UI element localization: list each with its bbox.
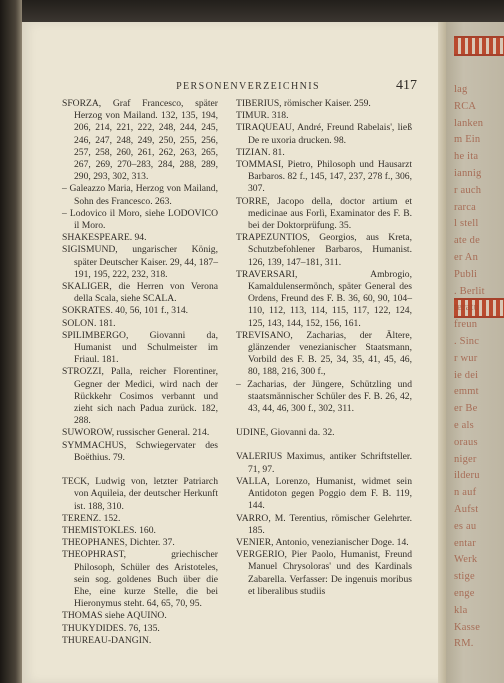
cover-text-fragment: emmt [454, 386, 479, 398]
cover-text-fragment: ie dei [454, 369, 479, 381]
index-entry: VENIER, Antonio, venezianischer Doge. 14. [236, 536, 409, 548]
cover-text-fragment: stige [454, 571, 475, 583]
index-entry: TIZIAN. 81. [236, 146, 285, 158]
cover-text-fragment: teratu [454, 302, 480, 314]
page-edge [438, 22, 446, 683]
cover-text-fragment: ilderu [454, 470, 480, 482]
index-column-left [62, 98, 218, 647]
page-number: 417 [396, 78, 417, 93]
index-entry: TERENZ. 152. [62, 512, 121, 524]
index-entry: TORRE, Jacopo della, doctor artium et medicinae aus Forlì, Examinator des F. B. bei der Doktorprüfung. 35. [236, 195, 412, 232]
index-column-right [236, 98, 412, 598]
cover-text-fragment: r wur [454, 352, 478, 364]
index-entry: TECK, Ludwig von, letzter Patriarch von Aquileia, der deutscher Herkunft ist. 188, 310. [62, 476, 218, 512]
index-entry: TIMUR. 318. [236, 110, 289, 122]
cover-text-fragment: enge [454, 588, 475, 599]
index-entry: THEOPHANES, Dichter. 37. [62, 537, 175, 549]
index-entry: – Lodovico il Moro, siehe LODOVICO il Moro. [62, 207, 218, 232]
cover-text-fragment: Publi [454, 268, 478, 280]
section-gap [236, 439, 412, 451]
cover-text-fragment: ate de [454, 235, 480, 247]
index-entry: SUWOROW, russischer General. 214. [62, 427, 210, 439]
index-entry: THEMISTOKLES. 160. [62, 524, 156, 536]
index-entry: THUKYDIDES. 76, 135. [62, 622, 160, 634]
index-entry: TREVISANO, Zacharias, der Ältere, glänzender venezianischer Staatsmann, Vorbild des F. B. 25, 34, 35, 41, 45, 46, 80, 188, 216, 300 f., [236, 329, 412, 378]
index-entry: – Zacharias, der Jüngere, Schützling und staatsmännischer Schüler des F. B. 26, 42, 43, 44, 46, 300 f., 302, 311. [236, 378, 412, 415]
index-entry: VALLA, Lorenzo, Humanist, widmet sein Antidoton gegen Poggio dem F. B. 119, 144. [236, 475, 412, 512]
index-entry: SOLON. 181. [62, 317, 116, 329]
cover-text-fragment: oraus [454, 436, 478, 448]
section-gap [62, 464, 218, 476]
index-entry: SFORZA, Graf Francesco, später Herzog von Mailand. 132, 135, 194, 206, 214, 221, 222, 248, 244, 245, 246, 247, 248, 249, 250, 255, 256, 257, 258, 260, 261, 262, 263, 265, 267, 269, 270–283, 284, 288, 289, 290, 293, 302, 313. [62, 98, 218, 183]
cover-text-fragment: RCA [454, 100, 477, 112]
index-entry: TIRAQUEAU, André, Freund Rabelais', ließ De re uxoria drucken. 98. [236, 122, 412, 146]
cover-text-fragment: iannig [454, 168, 482, 179]
cover-text-fragment: Aufst [454, 504, 479, 515]
cover-text-fragment: er Be [454, 403, 478, 415]
cover-ornament [454, 36, 504, 56]
cover-text-fragment: lag [454, 84, 468, 95]
index-entry: TRAVERSARI, Ambrogio, Kamaldulensermönch, später General des Ordens, Freund des F. B. 36, 60, 90, 104–110, 112, 113, 114, 115, 117, 122, 124, 125, 143, 144, 152, 156, 161. [236, 268, 412, 329]
dust-jacket-edge [446, 22, 504, 683]
cover-text-fragment: l stell [454, 218, 479, 230]
index-entry: THOMAS siehe AQUINO. [62, 610, 167, 622]
cover-text-fragment: niger [454, 453, 477, 465]
index-entry: SIGISMUND, ungarischer König, später Deutscher Kaiser. 29, 44, 187–191, 195, 222, 232, 318. [62, 244, 218, 280]
cover-text-fragment: freun [454, 319, 478, 331]
index-entry: SKALIGER, die Herren von Verona della Scala, siehe SCALA. [62, 281, 218, 305]
index-entry: VALERIUS Maximus, antiker Schriftsteller. 71, 97. [236, 451, 412, 475]
index-entry: TIBERIUS, römischer Kaiser. 259. [236, 98, 371, 109]
cover-text-fragment: e als [454, 420, 474, 431]
cover-text-fragment: rarca [454, 201, 476, 213]
index-entry: VERGERIO, Pier Paolo, Humanist, Freund Manuel Chrysoloras' und des Kardinals Zabarella. Verfasser: De ingenuis moribus et liberalibus studiis [236, 549, 412, 597]
scan-background-top [0, 0, 504, 22]
running-header: PERSONENVERZEICHNIS [176, 81, 320, 92]
cover-text-fragment: he ita [454, 151, 479, 163]
index-entry: STROZZI, Palla, reicher Florentiner, Gegner der Medici, wird nach der Rückkehr Cosimos verbannt und zieht sich nach Padua zurück. 182, 288. [62, 366, 218, 427]
cover-text-fragment: lanken [454, 117, 484, 129]
index-entry: TRAPEZUNTIOS, Georgios, aus Kreta, Schutzbefohlener Barbaros, Humanist. 126, 139, 147–181, 311. [236, 232, 412, 268]
cover-text-fragment: entar [454, 537, 476, 549]
cover-text-fragment: es au [454, 520, 477, 532]
book-gutter-shadow [0, 0, 22, 683]
cover-text-fragment: m Ein [454, 134, 481, 146]
index-entry: SPILIMBERGO, Giovanni da, Humanist und Schulmeister im Friaul. 181. [62, 329, 218, 366]
cover-text-fragment: . Berlit [454, 285, 485, 297]
index-entry: SYMMACHUS, Schwiegervater des Boëthius. 79. [62, 439, 218, 463]
cover-text-fragment: r auch [454, 184, 482, 196]
cover-text-fragment: kla [454, 604, 468, 616]
index-entry: – Galeazzo Maria, Herzog von Mailand, Sohn des Francesco. 263. [62, 183, 218, 207]
index-entry: UDINE, Giovanni da. 32. [236, 427, 335, 439]
cover-text-fragment: RM. [454, 638, 474, 650]
cover-text-fragment: . Sinc [454, 336, 480, 347]
cover-text-fragment: Kasse [454, 621, 481, 633]
index-entry: SHAKESPEARE. 94. [62, 232, 147, 244]
section-gap [236, 415, 412, 427]
index-entry: VARRO, M. Terentius, römischer Gelehrter. 185. [236, 512, 412, 536]
index-entry: THEOPHRAST, griechischer Philosoph, Schüler des Aristoteles, sein sog. goldenes Buch über die Ehe, eine kurze Stelle, die bei Hieronymus steht. 64, 65, 70, 95. [62, 549, 218, 610]
index-entry: SOKRATES. 40, 56, 101 f., 314. [62, 305, 189, 317]
cover-text-fragment: Werk [454, 554, 478, 566]
cover-text-fragment: er An [454, 252, 479, 263]
index-entry: THUREAU-DANGIN. [62, 634, 152, 646]
index-entry: TOMMASI, Pietro, Philosoph und Hausarzt Barbaros. 82 f., 145, 147, 237, 278 f., 306, 307. [236, 159, 412, 195]
cover-text-fragment: n auf [454, 487, 477, 499]
